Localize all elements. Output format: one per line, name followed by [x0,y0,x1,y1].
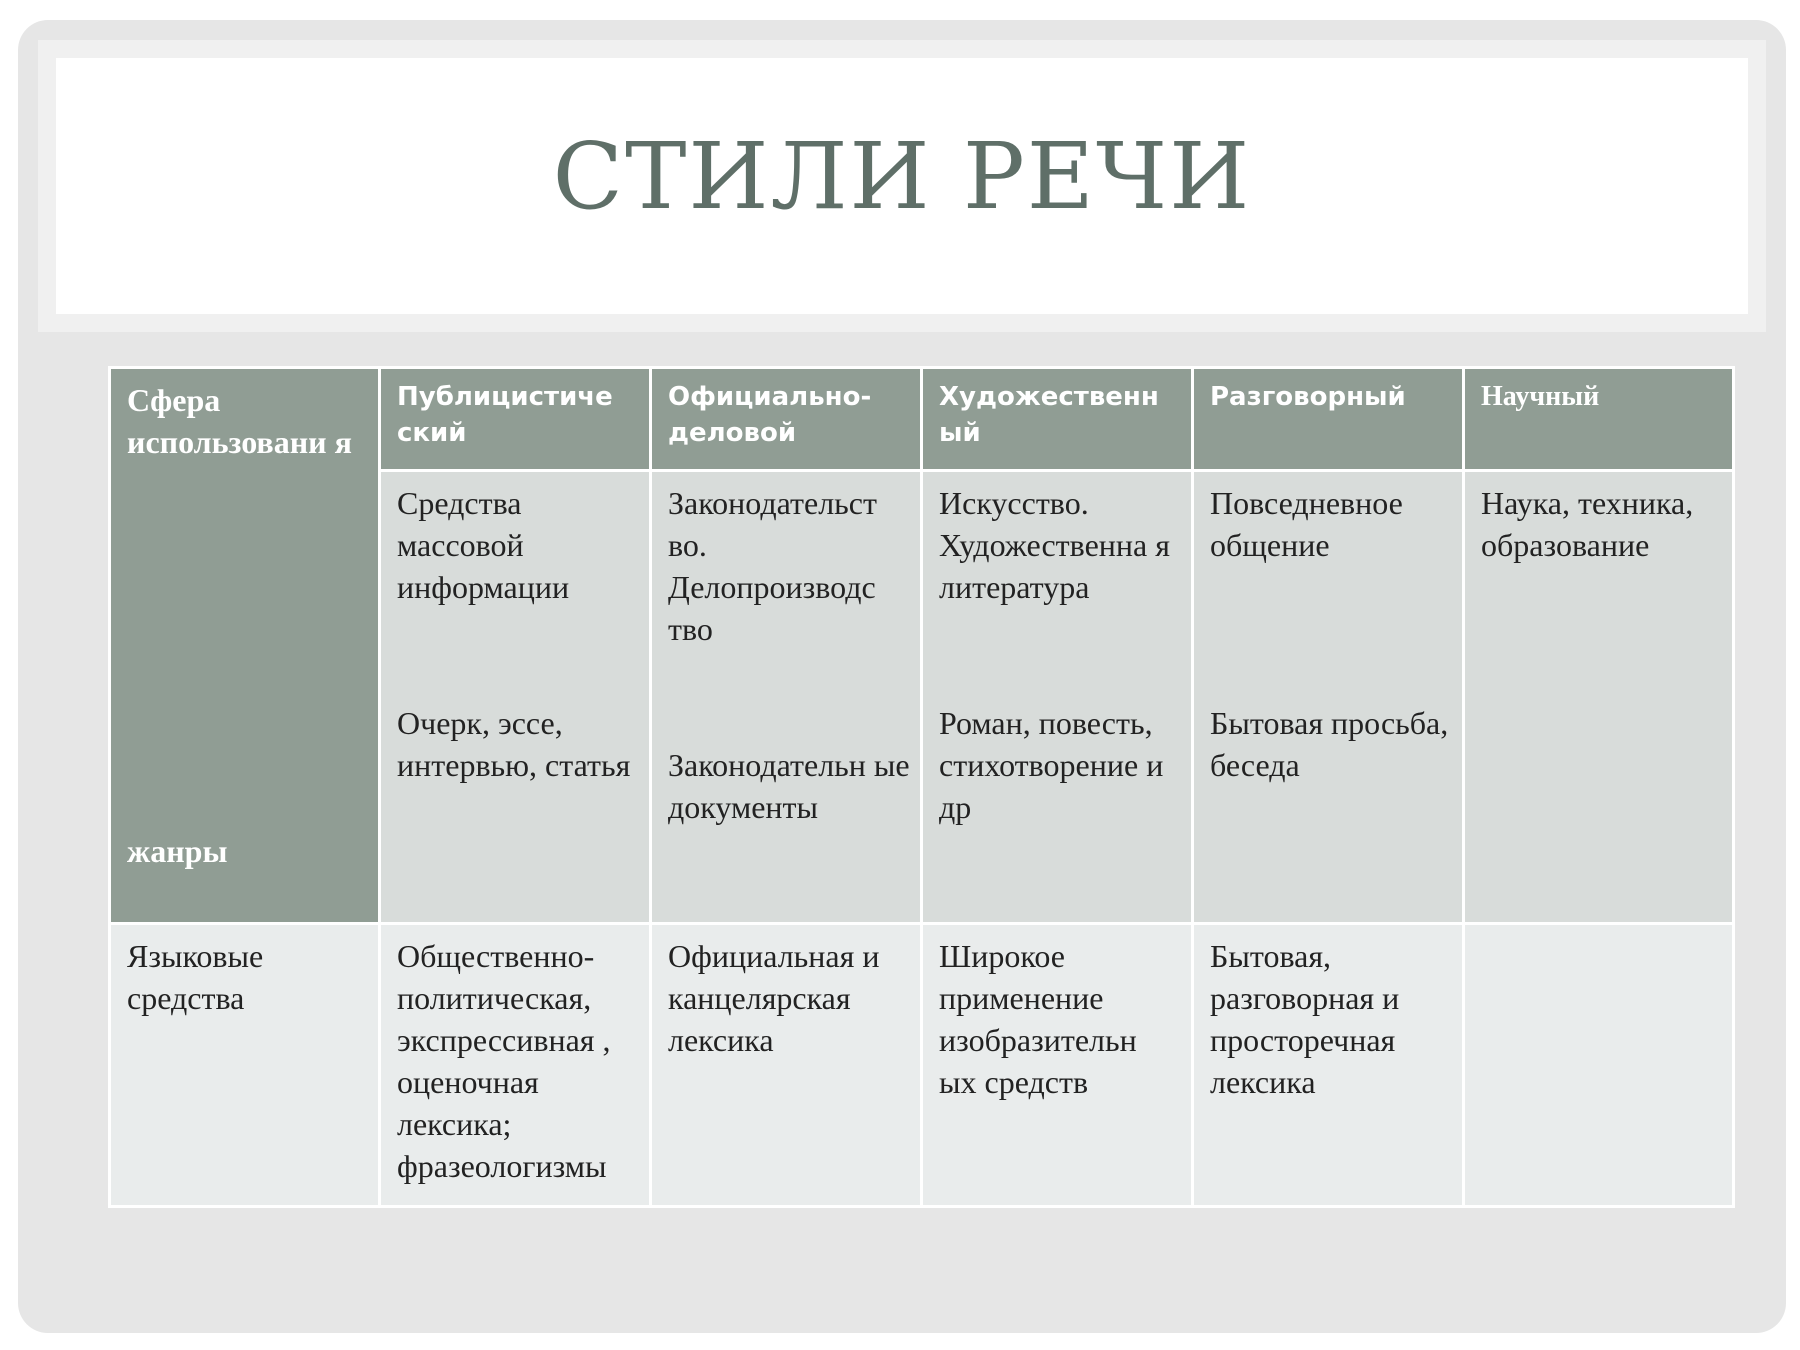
column-header-scientific: Научный [1481,381,1600,412]
column-header [922,368,1193,471]
language-artistic: Широкое применение изобразительн ых средств [922,924,1193,1207]
row-header-sphere-genres [110,368,380,924]
column-header [1464,368,1734,471]
header-row [110,368,1734,471]
language-publicistic: Общественно-политическая, экспрессивная , оценочная лексика; фразеологизмы [380,924,651,1207]
column-header [651,368,922,471]
column-header-colloquial: Разговорный [1210,382,1406,412]
slide [18,20,1786,1333]
genre-artistic: Роман, повесть, стихотворение и др [939,705,1164,825]
sphere-scientific: Наука, техника, образование [1481,485,1694,563]
speech-styles-table [108,366,1735,1208]
column-header [380,368,651,471]
row-label-sphere: Сфера использовани я [127,382,352,460]
table-cell [1464,471,1734,924]
sphere-publicistic: Средства массовой информации [397,485,570,605]
column-header [1193,368,1464,471]
genre-publicistic: Очерк, эссе, интервью, статья [397,705,631,783]
table-cell [1193,471,1464,924]
language-row [110,924,1734,1207]
table-cell [922,471,1193,924]
genre-official: Законодательн ые документы [668,747,910,825]
genre-colloquial: Бытовая просьба, беседа [1210,705,1449,783]
slide-title: СТИЛИ РЕЧИ [552,122,1252,230]
language-scientific [1464,924,1734,1207]
column-header-official: Официально-деловой [668,382,872,448]
language-official: Официальная и канцелярская лексика [651,924,922,1207]
column-header-artistic: Художественн ый [939,382,1159,448]
row-label-language: Языковые средства [110,924,380,1207]
title-box [56,58,1748,314]
column-header-publicistic: Публицистиче ский [397,382,613,448]
table-cell [380,471,651,924]
row-label-genres: жанры [127,833,228,869]
sphere-artistic: Искусство. Художественна я литература [939,485,1170,605]
sphere-official: Законодательст во. Делопроизводс тво [668,485,877,647]
table-cell [651,471,922,924]
sphere-colloquial: Повседневное общение [1210,485,1403,563]
language-colloquial: Бытовая, разговорная и просторечная лексика [1193,924,1464,1207]
